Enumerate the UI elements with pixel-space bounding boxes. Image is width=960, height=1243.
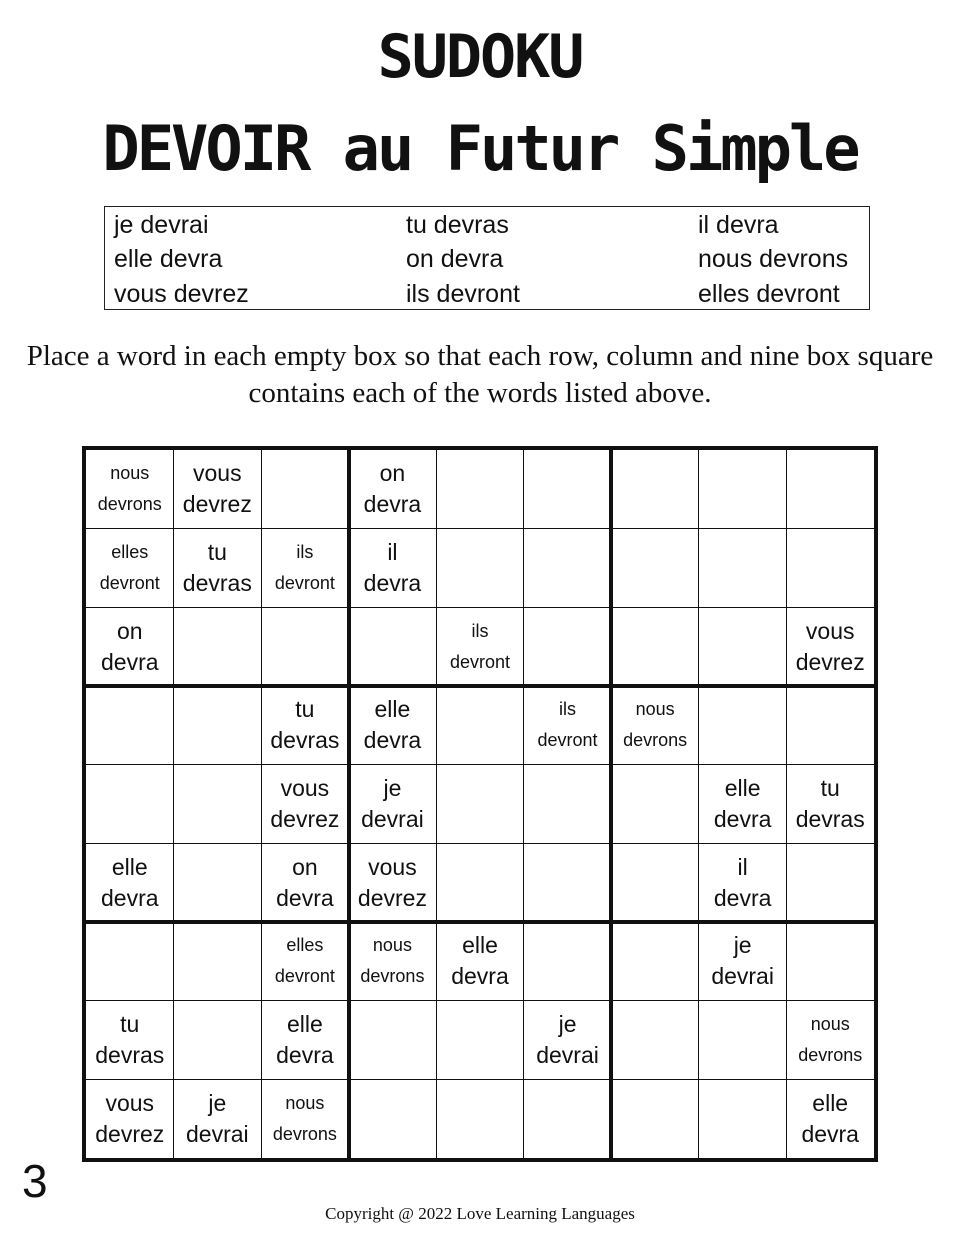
grid-cell-empty[interactable] (349, 1079, 437, 1158)
grid-cell-given (524, 686, 612, 765)
grid-cell-given (349, 450, 437, 529)
word-list-box (104, 206, 870, 310)
grid-cell-empty[interactable] (261, 450, 349, 529)
cell-word: tu devras (270, 696, 340, 754)
grid-cell-empty[interactable] (611, 450, 699, 529)
grid-cell-given (349, 686, 437, 765)
grid-cell-given (349, 843, 437, 922)
grid-cell-empty[interactable] (174, 686, 262, 765)
grid-cell-empty[interactable] (699, 1079, 787, 1158)
cell-word: nous devrons (360, 935, 425, 987)
cell-word: elles devront (99, 541, 160, 593)
cell-word: vous devrez (270, 774, 340, 832)
grid-cell-empty[interactable] (86, 686, 174, 765)
word-list-item: je devrai (114, 211, 209, 239)
copyright-notice: Copyright @ 2022 Love Learning Languages (325, 1204, 635, 1223)
cell-word: tu devras (795, 774, 865, 832)
grid-cell-given (86, 607, 174, 686)
grid-cell-empty[interactable] (524, 450, 612, 529)
grid-cell-empty[interactable] (611, 1079, 699, 1158)
grid-cell-empty[interactable] (261, 607, 349, 686)
grid-cell-empty[interactable] (436, 765, 524, 844)
grid-cell-empty[interactable] (174, 1001, 262, 1080)
grid-cell-given (261, 1001, 349, 1080)
cell-word: il devra (713, 853, 772, 911)
grid-cell-given (786, 765, 874, 844)
grid-cell-empty[interactable] (611, 607, 699, 686)
grid-cell-given (786, 1001, 874, 1080)
cell-word: je devrai (361, 774, 424, 832)
grid-cell-empty[interactable] (699, 529, 787, 608)
cell-word: elle devra (363, 696, 422, 754)
grid-cell-given (699, 765, 787, 844)
cell-word: tu devras (182, 538, 252, 596)
word-list-item: on devra (406, 245, 504, 273)
cell-word: elle devra (101, 853, 159, 911)
grid-cell-empty[interactable] (524, 529, 612, 608)
grid-cell-given (786, 607, 874, 686)
word-list-item: il devra (698, 211, 779, 239)
cell-word: ils devront (449, 620, 511, 672)
cell-word: je devrai (536, 1010, 599, 1068)
grid-cell-empty[interactable] (174, 843, 262, 922)
grid-cell-given (261, 1079, 349, 1158)
cell-word: nous devrons (798, 1013, 863, 1065)
word-list-item: nous devrons (698, 245, 849, 273)
grid-cell-empty[interactable] (611, 922, 699, 1001)
instructions: Place a word in each empty box so that each row, column and nine box square contains each of the words listed above. (26, 340, 934, 409)
grid-cell-empty[interactable] (699, 686, 787, 765)
page-subtitle: DEVOIR au Futur Simple (102, 112, 858, 185)
grid-cell-given (261, 922, 349, 1001)
grid-cell-given (174, 1079, 262, 1158)
grid-cell-given (261, 843, 349, 922)
grid-cell-empty[interactable] (699, 607, 787, 686)
cell-word: vous devrez (95, 1089, 165, 1147)
grid-cell-empty[interactable] (611, 1001, 699, 1080)
grid-cell-empty[interactable] (524, 607, 612, 686)
grid-cell-given (436, 922, 524, 1001)
grid-cell-empty[interactable] (86, 765, 174, 844)
grid-cell-empty[interactable] (786, 686, 874, 765)
grid-cell-empty[interactable] (524, 922, 612, 1001)
grid-cell-given (699, 843, 787, 922)
grid-cell-given (86, 529, 174, 608)
grid-cell-empty[interactable] (524, 765, 612, 844)
cell-word: elle devra (451, 932, 509, 990)
word-list-item: elle devra (114, 245, 223, 273)
page-number: 3 (22, 1155, 48, 1207)
grid-cell-empty[interactable] (786, 529, 874, 608)
grid-cell-given (611, 686, 699, 765)
grid-cell-empty[interactable] (349, 607, 437, 686)
sudoku-grid (82, 446, 878, 1162)
grid-cell-given (786, 1079, 874, 1158)
grid-cell-empty[interactable] (174, 765, 262, 844)
grid-cell-empty[interactable] (699, 450, 787, 529)
cell-word: ils devront (537, 699, 598, 751)
grid-cell-given (174, 529, 262, 608)
grid-cell-empty[interactable] (611, 765, 699, 844)
cell-word: vous devrez (795, 617, 865, 675)
cell-word: nous devrons (272, 1092, 337, 1144)
grid-cell-given (261, 529, 349, 608)
cell-word: je devrai (711, 932, 774, 990)
grid-cell-empty[interactable] (86, 922, 174, 1001)
grid-cell-given (261, 765, 349, 844)
word-list-item: tu devras (406, 211, 509, 239)
grid-cell-empty[interactable] (786, 843, 874, 922)
grid-cell-given (699, 922, 787, 1001)
cell-word: nous devrons (97, 463, 162, 515)
grid-cell-empty[interactable] (436, 686, 524, 765)
cell-word: elles devront (274, 935, 335, 987)
grid-cell-given (261, 686, 349, 765)
grid-cell-empty[interactable] (699, 1001, 787, 1080)
grid-cell-given (436, 607, 524, 686)
grid-cell-empty[interactable] (436, 1079, 524, 1158)
cell-word: vous devrez (357, 853, 427, 911)
grid-cell-empty[interactable] (174, 922, 262, 1001)
cell-word: vous devrez (182, 460, 252, 518)
grid-cell-empty[interactable] (524, 1079, 612, 1158)
word-list-item: vous devrez (114, 280, 249, 308)
word-list-item: ils devront (406, 280, 520, 308)
cell-word: elle devra (276, 1010, 334, 1068)
grid-cell-empty[interactable] (611, 843, 699, 922)
cell-word: on devra (276, 853, 334, 911)
grid-cell-empty[interactable] (349, 1001, 437, 1080)
cell-word: elle devra (801, 1089, 859, 1147)
cell-word: on devra (101, 617, 159, 675)
grid-cell-empty[interactable] (436, 450, 524, 529)
grid-cell-given (524, 1001, 612, 1080)
cell-word: elle devra (713, 774, 772, 832)
grid-cell-given (349, 765, 437, 844)
grid-cell-given (349, 529, 437, 608)
cell-word: on devra (363, 460, 422, 518)
grid-cell-empty[interactable] (174, 607, 262, 686)
cell-word: nous devrons (623, 699, 688, 751)
grid-cell-empty[interactable] (436, 843, 524, 922)
grid-cell-empty[interactable] (786, 450, 874, 529)
grid-cell-empty[interactable] (524, 843, 612, 922)
grid-cell-given (174, 450, 262, 529)
page-title: SUDOKU (377, 22, 583, 92)
grid-cell-given (86, 843, 174, 922)
cell-word: il devra (363, 538, 422, 596)
grid-cell-empty[interactable] (786, 922, 874, 1001)
grid-cell-empty[interactable] (436, 1001, 524, 1080)
word-list-item: elles devront (698, 280, 840, 308)
grid-cell-given (86, 1001, 174, 1080)
grid-cell-given (86, 1079, 174, 1158)
cell-word: ils devront (274, 541, 335, 593)
grid-cell-given (86, 450, 174, 529)
grid-cell-given (349, 922, 437, 1001)
grid-cell-empty[interactable] (436, 529, 524, 608)
cell-word: je devrai (185, 1089, 249, 1147)
grid-cell-empty[interactable] (611, 529, 699, 608)
cell-word: tu devras (95, 1010, 165, 1068)
